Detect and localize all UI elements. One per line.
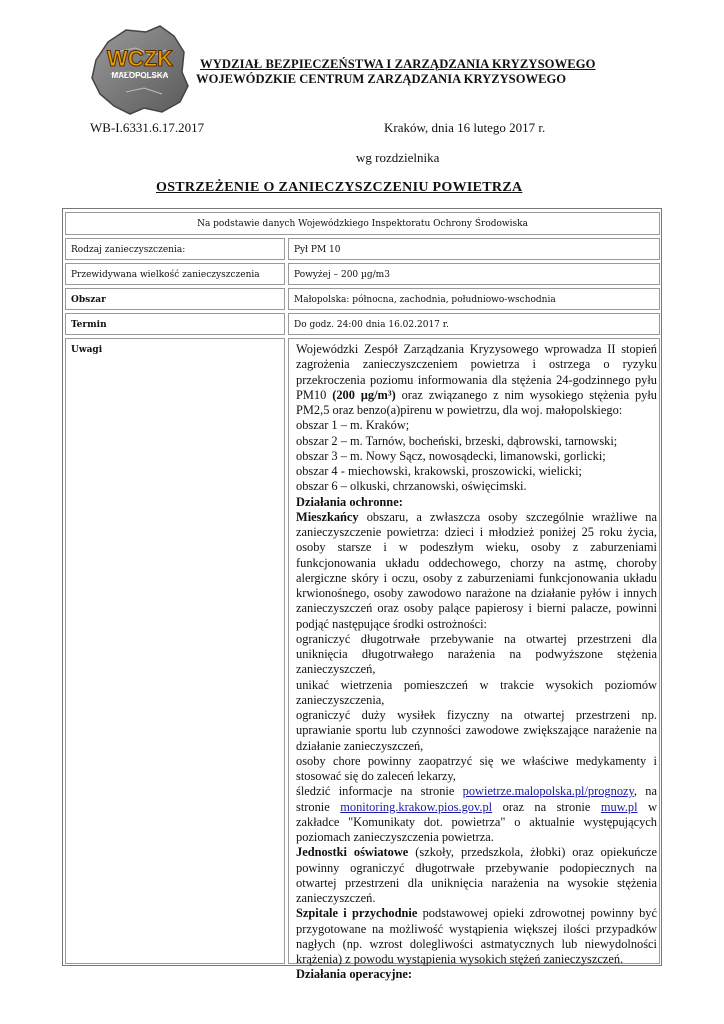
link-muw[interactable]: muw.pl: [600, 799, 638, 814]
remarks-intro: Wojewódzki Zespół Zarządzania Kryzysowego wprowadza II stopień zagrożenia zanieczyszczeniem powietrza i ostrzega o ryzyku przekroczenia poziomu informowania dla stężenia 24-godzinnego pyłu PM10 (200 µg/m³) oraz związanego z nim wysokiego stężenia pyłu PM2,5 oraz benzo(a)pirenu w powietrzu, dla woj. małopolskiego:: [296, 342, 657, 417]
area-item: obszar 2 – m. Tarnów, bocheński, brzeski, dąbrowski, tarnowski;: [296, 433, 618, 448]
area-item: obszar 1 – m. Kraków;: [296, 418, 410, 433]
protective-heading: Działania ochronne:: [296, 494, 403, 509]
hospitals-paragraph: Szpitale i przychodnie podstawowej opieki zdrowotnej powinny być przygotowane na możliwość wystąpienia większej ilości przypadków nagłych (np. wzrost dolegliwości astmatycznych lub niewydolności krążenia) z powodu wystąpienia wysokich stężeń zanieczyszczeń.: [296, 906, 657, 966]
link-powietrze[interactable]: powietrze.malopolska.pl/prognozy: [462, 784, 634, 799]
residents-paragraph: Mieszkańcy obszaru, a zwłaszcza osoby szczególnie wrażliwe na zanieczyszczenie powietrza: dzieci i młodzież poniżej 25 roku życia, osoby starsze i w podeszłym wieku, osoby z zaburzeniami funkcjonowania układu oddechowego, chorzy na astmę, choroby alergiczne skóry i oczu, osoby z zaburzeniami funkcjonowania układu krwionośnego, osoby zawodowo narażone na działanie pyłów i innych zanieczyszczeń oraz osoby palące papierosy i bierni palacze, powinni podjąć następujące środki ostrożności:: [296, 509, 657, 631]
term-value: Do godz. 24:00 dnia 16.02.2017 r.: [288, 313, 660, 335]
date-line: Kraków, dnia 16 lutego 2017 r.: [384, 120, 546, 135]
advice-item: unikać wietrzenia pomieszczeń w trakcie wysokich poziomów zanieczyszczenia,: [296, 677, 657, 707]
area-item: obszar 4 - miechowski, krakowski, proszowicki, wielicki;: [296, 464, 582, 478]
operational-heading: Działania operacyjne:: [296, 967, 412, 982]
remarks-text: [296, 342, 657, 983]
source-row: Na podstawie danych Wojewódzkiego Inspektoratu Ochrony Środowiska: [65, 212, 660, 235]
term-label: Termin: [65, 313, 285, 335]
level-label: Przewidywana wielkość zanieczyszczenia: [65, 263, 285, 285]
logo-text: WCZK: [107, 46, 173, 71]
schools-paragraph: Jednostki oświatowe (szkoły, przedszkola, żłobki) oraz opiekuńcze powinny ograniczyć długotrwałe przebywanie podopiecznych na otwartej przestrzeni dla uniknięcia narażenia na wysokie stężenia zanieczyszczeń.: [296, 845, 657, 905]
area-label: Obszar: [65, 288, 285, 310]
pollutant-value: Pył PM 10: [288, 238, 660, 260]
area-item: obszar 6 – olkuski, chrzanowski, oświęcimski.: [296, 479, 527, 494]
logo-subtext: MAŁOPOLSKA: [111, 71, 169, 80]
distribution-note: wg rozdzielnika: [356, 150, 440, 165]
document-title: OSTRZEŻENIE O ZANIECZYSZCZENIU POWIETRZA: [156, 180, 523, 195]
remarks-label: Uwagi: [65, 338, 285, 964]
link-monitoring[interactable]: monitoring.krakow.pios.gov.pl: [340, 799, 493, 814]
area-item: obszar 3 – m. Nowy Sącz, nowosądecki, limanowski, gorlicki;: [296, 448, 606, 463]
wczk-logo: [86, 22, 192, 118]
center-name: WOJEWÓDZKIE CENTRUM ZARZĄDZANIA KRYZYSOWEGO: [196, 72, 567, 86]
advice-item: osoby chore powinny zaopatrzyć się we właściwe medykamenty i stosować się do zaleceń lekarzy,: [296, 753, 657, 783]
advice-item: ograniczyć długotrwałe przebywanie na otwartej przestrzeni dla uniknięcia długotrwałego narażenia na podwyższone stężenia zanieczyszczeń,: [296, 631, 657, 677]
advice-item: ograniczyć duży wysiłek fizyczny na otwartej przestrzeni np. uprawianie sportu lub czynności zawodowe zwiększające narażenie na działanie zanieczyszczeń,: [296, 708, 657, 753]
department-name: WYDZIAŁ BEZPIECZEŃSTWA I ZARZĄDZANIA KRYZYSOWEGO: [200, 57, 596, 71]
reference-number: WB-I.6331.6.17.2017: [90, 120, 205, 135]
follow-info-paragraph: śledzić informacje na stronie powietrze.malopolska.pl/prognozy, na stronie monitoring.krakow.pios.gov.pl oraz na stronie muw.pl w zakładce "Komunikaty dot. powietrza" o aktualnie występujących poziomach zanieczyszczenia powietrza.: [296, 784, 658, 844]
level-value: Powyżej – 200 µg/m3: [288, 263, 660, 285]
area-value: Małopolska: północna, zachodnia, południowo-wschodnia: [288, 288, 660, 310]
pollutant-label: Rodzaj zanieczyszczenia:: [65, 238, 285, 260]
